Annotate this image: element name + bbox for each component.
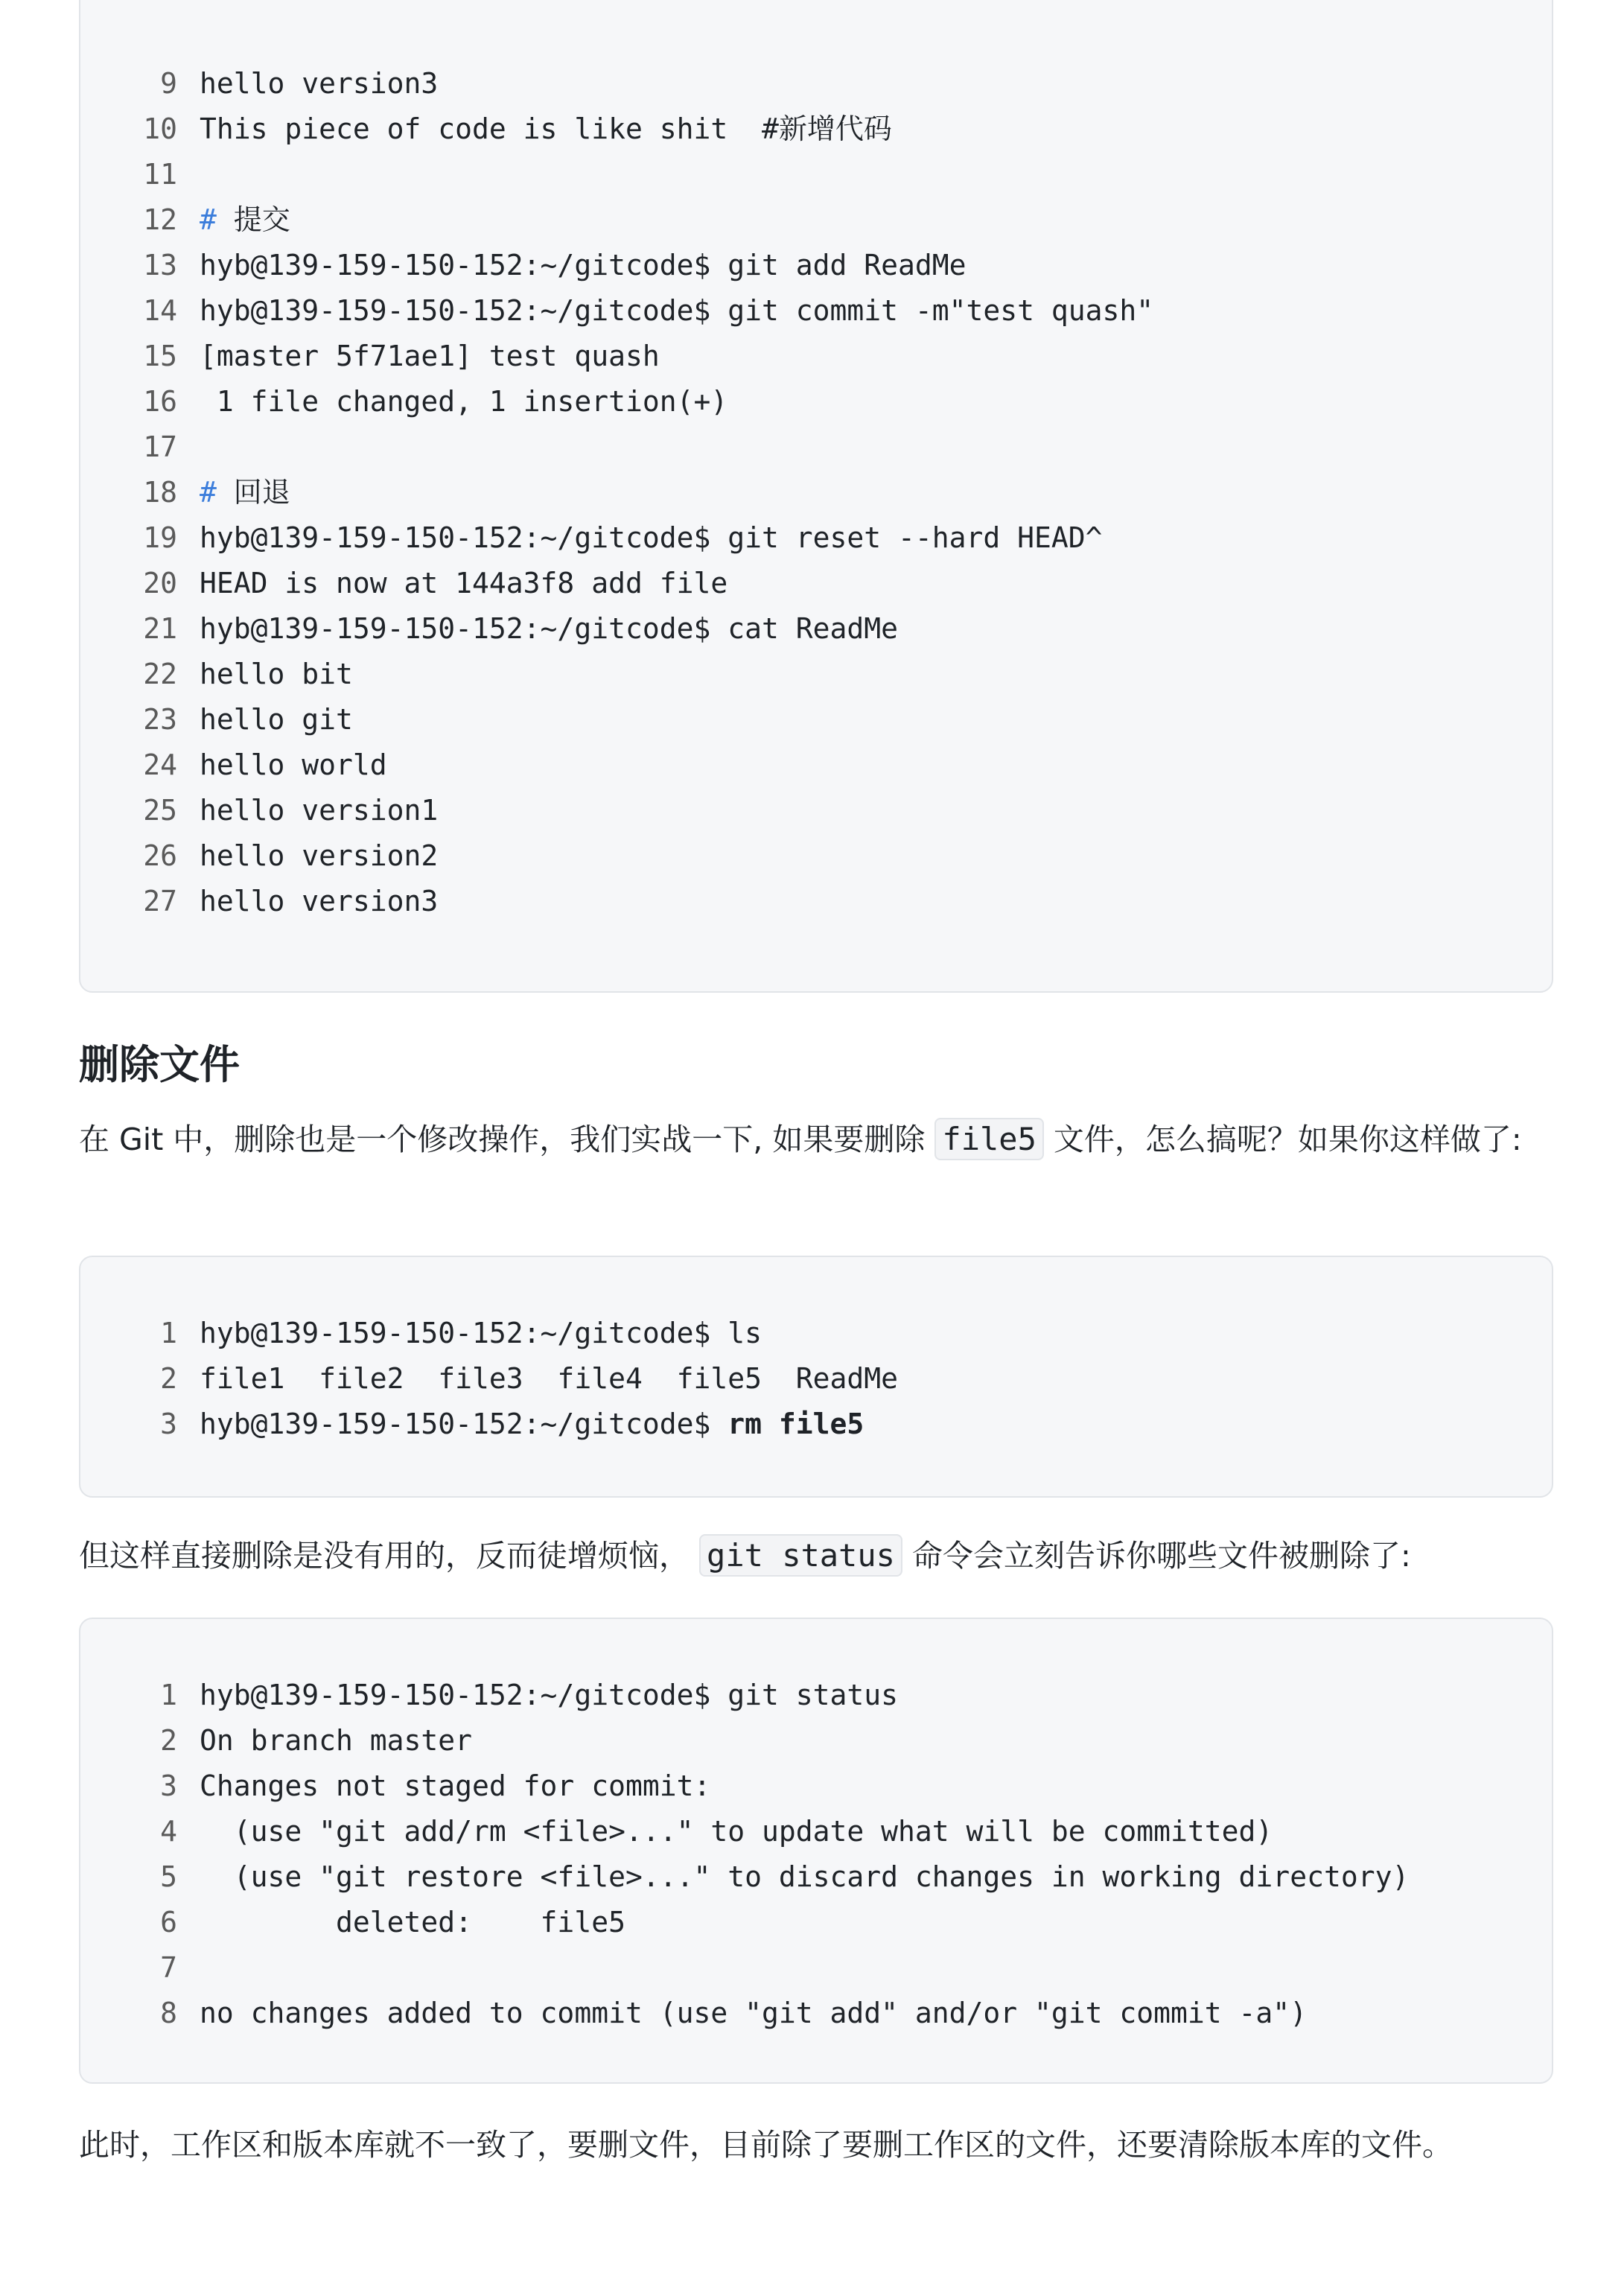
inline-code-git-status: git status (699, 1534, 902, 1577)
line-number: 1 (160, 1317, 177, 1349)
line-number: 2 (160, 1724, 177, 1757)
paragraph-conclusion: 此时，工作区和版本库就不一致了，要删文件，目前除了要删工作区的文件，还要清除版本库的文件。 (79, 2127, 1453, 2163)
code-line (80, 1402, 1552, 1447)
code-line (80, 152, 1552, 197)
code-line (80, 652, 1552, 697)
code-block-rm (79, 1256, 1553, 1498)
line-number: 6 (160, 1906, 177, 1939)
code-block-git-status (79, 1618, 1553, 2084)
code-text: This piece of code is like shit #新增代码 (200, 112, 892, 145)
code-text: hello world (200, 748, 387, 781)
code-prompt: hyb@139-159-150-152:~/gitcode$ (200, 1408, 728, 1440)
line-number: 22 (143, 658, 177, 690)
code-line (80, 288, 1552, 334)
line-number: 21 (143, 612, 177, 645)
code-comment (200, 197, 290, 243)
code-text: On branch master (200, 1724, 473, 1757)
paragraph-text: 命令会立刻告诉你哪些文件被删除了: (911, 1538, 1411, 1574)
line-number: 3 (160, 1408, 177, 1440)
line-number: 25 (143, 794, 177, 827)
line-number: 19 (143, 521, 177, 554)
code-line (80, 1900, 1552, 1945)
code-line (80, 1854, 1552, 1900)
code-line (80, 788, 1552, 833)
code-block-reset (79, 0, 1553, 993)
section-heading: 删除文件 (79, 1041, 240, 1088)
line-number: 10 (143, 112, 177, 145)
code-text: hyb@139-159-150-152:~/gitcode$ cat ReadMe (200, 612, 898, 645)
line-number: 17 (143, 430, 177, 463)
code-line (80, 470, 1552, 515)
code-line (80, 879, 1552, 924)
line-number: 2 (160, 1362, 177, 1395)
code-line (80, 243, 1552, 288)
line-number: 5 (160, 1860, 177, 1893)
code-line (80, 61, 1552, 106)
code-text: hyb@139-159-150-152:~/gitcode$ git reset --hard HEAD^ (200, 521, 1103, 554)
line-number: 14 (143, 294, 177, 327)
code-text: hello version2 (200, 839, 439, 872)
code-text: HEAD is now at 144a3f8 add file (200, 567, 728, 600)
line-number: 13 (143, 249, 177, 282)
code-text: deleted: file5 (200, 1906, 625, 1939)
code-line (80, 106, 1552, 152)
comment-hash: # (200, 203, 217, 236)
code-line (80, 1991, 1552, 2036)
code-bold-command: rm file5 (727, 1408, 864, 1440)
comment-text: 提交 (216, 203, 290, 236)
line-number: 12 (143, 203, 177, 236)
line-number: 8 (160, 1997, 177, 2029)
code-line (80, 1311, 1552, 1356)
line-number: 4 (160, 1815, 177, 1848)
line-number: 23 (143, 703, 177, 736)
code-comment (200, 470, 290, 515)
code-line (80, 697, 1552, 742)
code-line (80, 1673, 1552, 1718)
code-text: (use "git restore <file>..." to discard changes in working directory) (200, 1860, 1410, 1893)
code-line (80, 334, 1552, 379)
code-line (80, 424, 1552, 470)
line-number: 18 (143, 476, 177, 509)
line-number: 9 (160, 67, 177, 100)
code-text: Changes not staged for commit: (200, 1769, 711, 1802)
line-number: 27 (143, 885, 177, 918)
code-text: file1 file2 file3 file4 file5 ReadMe (200, 1362, 898, 1395)
code-line (80, 1945, 1552, 1991)
paragraph-text: 在 Git 中，删除也是一个修改操作，我们实战一下, 如果要删除 (79, 1122, 926, 1157)
code-text: hyb@139-159-150-152:~/gitcode$ git status (200, 1679, 898, 1711)
paragraph-delete-intro (79, 1113, 1553, 1166)
code-text: (use "git add/rm <file>..." to update what will be committed) (200, 1815, 1273, 1848)
comment-text: 回退 (216, 476, 290, 509)
code-line (80, 1718, 1552, 1764)
line-number: 3 (160, 1769, 177, 1802)
code-line (80, 1356, 1552, 1402)
code-text: 1 file changed, 1 insertion(+) (200, 385, 728, 418)
code-text: hyb@139-159-150-152:~/gitcode$ git add ReadMe (200, 249, 967, 282)
line-number: 24 (143, 748, 177, 781)
code-line (80, 833, 1552, 879)
line-number: 1 (160, 1679, 177, 1711)
code-line (80, 197, 1552, 243)
code-line (80, 1809, 1552, 1854)
comment-hash: # (200, 476, 217, 509)
code-line (80, 561, 1552, 606)
line-number: 16 (143, 385, 177, 418)
code-text: hello version1 (200, 794, 439, 827)
code-text: hello git (200, 703, 353, 736)
code-line (80, 379, 1552, 424)
code-line (80, 606, 1552, 652)
line-number: 11 (143, 158, 177, 191)
code-text: hyb@139-159-150-152:~/gitcode$ ls (200, 1317, 762, 1349)
paragraph-text: 文件，怎么搞呢？如果你这样做了: (1053, 1122, 1522, 1157)
code-text: hello bit (200, 658, 353, 690)
line-number: 20 (143, 567, 177, 600)
code-line (80, 515, 1552, 561)
line-number: 26 (143, 839, 177, 872)
code-text: hyb@139-159-150-152:~/gitcode$ git commit -m"test quash" (200, 294, 1154, 327)
paragraph-status-intro (79, 1530, 1553, 1582)
code-text: hello version3 (200, 67, 439, 100)
line-number: 15 (143, 340, 177, 372)
inline-code-file5: file5 (934, 1118, 1043, 1160)
code-text: hello version3 (200, 885, 439, 918)
code-text: [master 5f71ae1] test quash (200, 340, 660, 372)
line-number: 7 (160, 1951, 177, 1984)
paragraph-text: 但这样直接删除是没有用的，反而徒增烦恼， (79, 1538, 690, 1574)
code-line (80, 742, 1552, 788)
code-text (200, 1402, 864, 1447)
code-text: no changes added to commit (use "git add" and/or "git commit -a") (200, 1997, 1308, 2029)
code-line (80, 1764, 1552, 1809)
